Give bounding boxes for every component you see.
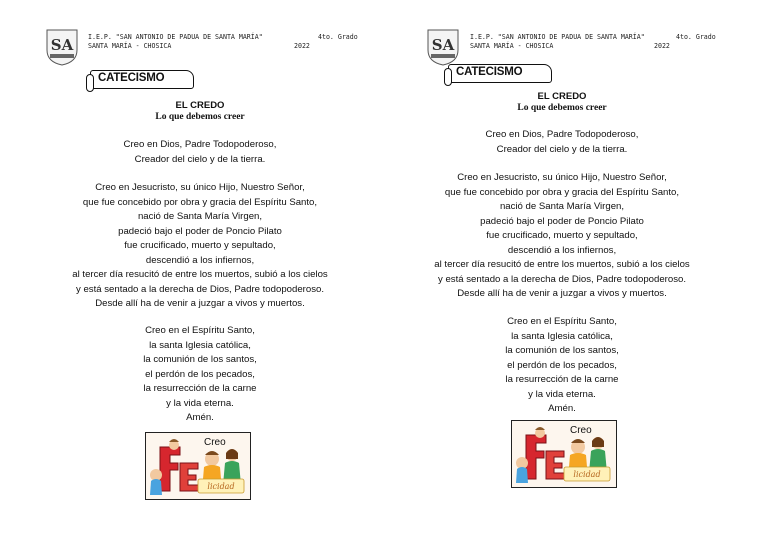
creed-sheet-right: [380, 0, 764, 543]
creed-line: Creo en Jesucristo, su único Hijo, Nuestro Señor,: [95, 182, 305, 193]
creed-line: el perdón de los pecados,: [145, 368, 255, 380]
subject-label: CATECISMO: [98, 72, 165, 84]
creed-title: EL CREDO: [175, 100, 225, 111]
creo-illustration: [145, 432, 251, 500]
creed-line: y está sentado a la derecha de Dios, Padre todopoderoso.: [75, 283, 324, 295]
creed-line: Desde allí ha de venir a juzgar a vivos y muertos.: [457, 288, 667, 299]
school-location: SANTA MARÍA - CHOSICA: [470, 42, 554, 50]
creed-line: fue crucificado, muerto y sepultado,: [124, 240, 276, 251]
school-crest-icon: [45, 26, 79, 66]
illustration-word: Creo: [570, 425, 592, 436]
creed-subtitle: Lo que debemos creer: [155, 112, 245, 122]
year-label: 2022: [654, 42, 670, 50]
creed-line: la comunión de los santos,: [143, 354, 257, 365]
creed-line: Amén.: [548, 403, 576, 414]
creed-line: Creo en Jesucristo, su único Hijo, Nuestro Señor,: [457, 172, 667, 183]
svg-text:licidad: licidad: [207, 482, 235, 491]
creed-line: la santa Iglesia católica,: [149, 339, 251, 351]
grade-label: 4to. Grado: [318, 33, 358, 41]
creed-line: Amén.: [186, 412, 214, 423]
children-illustration-icon: [146, 433, 250, 499]
creed-line: nació de Santa María Virgen,: [499, 201, 625, 212]
creed-line: la comunión de los santos,: [505, 345, 619, 356]
stanza-3: [370, 315, 754, 417]
creed-line: Creador del cielo y de la tierra.: [134, 153, 266, 165]
svg-text:SA: SA: [50, 36, 74, 54]
creed-line: Creo en Dios, Padre Todopoderoso,: [485, 129, 639, 140]
creed-line: descendió a los infiernos,: [145, 254, 255, 266]
subject-banner: [444, 62, 556, 86]
year-label: 2022: [294, 42, 310, 50]
stanza-1: [370, 128, 754, 157]
stanza-1: [8, 138, 392, 167]
subject-banner: [86, 68, 198, 92]
creed-line: Creo en el Espíritu Santo,: [507, 316, 617, 327]
creed-line: Creo en Dios, Padre Todopoderoso,: [123, 139, 277, 150]
creed-line: fue crucificado, muerto y sepultado,: [486, 230, 638, 241]
creed-line: que fue concebido por obra y gracia del Espíritu Santo,: [82, 196, 318, 208]
school-name: I.E.P. "SAN ANTONIO DE PADUA DE SANTA MARÍA": [88, 33, 263, 41]
school-header: [470, 33, 645, 51]
creed-line: Desde allí ha de venir a juzgar a vivos y muertos.: [95, 298, 305, 309]
school-crest-icon: [426, 26, 460, 66]
creed-line: la resurrección de la carne: [505, 374, 619, 385]
subject-label: CATECISMO: [456, 66, 523, 78]
creed-line: al tercer día resucitó de entre los muertos, subió a los cielos: [434, 259, 690, 270]
creed-line: el perdón de los pecados,: [507, 359, 617, 371]
creed-line: Creo en el Espíritu Santo,: [145, 325, 255, 336]
creed-line: nació de Santa María Virgen,: [137, 211, 263, 222]
creed-line: la santa Iglesia católica,: [511, 330, 613, 342]
creed-line: la resurrección de la carne: [143, 383, 257, 394]
svg-text:licidad: licidad: [573, 470, 601, 479]
creo-illustration: [511, 420, 617, 488]
creed-title: EL CREDO: [537, 91, 587, 102]
creed-line: al tercer día resucitó de entre los muertos, subió a los cielos: [72, 269, 328, 280]
creed-line: y la vida eterna.: [166, 397, 234, 409]
creed-subtitle: Lo que debemos creer: [517, 103, 607, 113]
children-illustration-icon: [512, 421, 616, 487]
school-header: [88, 33, 263, 51]
stanza-3: [8, 324, 392, 426]
creed-line: y la vida eterna.: [528, 388, 596, 400]
creed-line: Creador del cielo y de la tierra.: [496, 143, 628, 155]
creed-line: que fue concebido por obra y gracia del Espíritu Santo,: [444, 186, 680, 198]
creed-line: y está sentado a la derecha de Dios, Padre todopoderoso.: [437, 273, 686, 285]
grade-label: 4to. Grado: [676, 33, 716, 41]
creed-line: descendió a los infiernos,: [507, 244, 617, 256]
creed-line: padeció bajo el poder de Poncio Pilato: [480, 215, 644, 227]
creed-line: padeció bajo el poder de Poncio Pilato: [118, 225, 282, 237]
stanza-2: [370, 171, 754, 302]
stanza-2: [8, 181, 392, 312]
school-name: I.E.P. "SAN ANTONIO DE PADUA DE SANTA MARÍA": [470, 33, 645, 41]
illustration-word: Creo: [204, 437, 226, 448]
school-location: SANTA MARÍA - CHOSICA: [88, 42, 172, 50]
svg-text:SA: SA: [431, 36, 455, 54]
